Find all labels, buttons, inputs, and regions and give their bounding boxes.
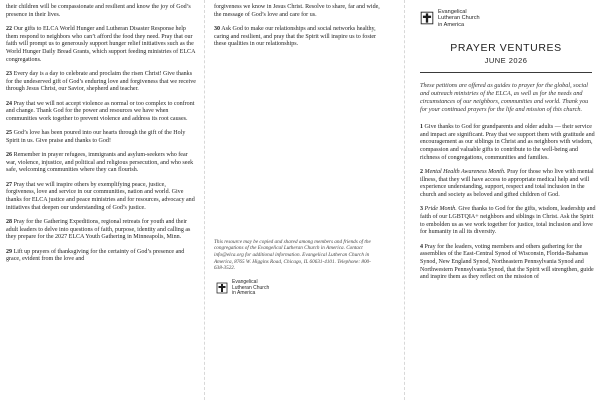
item-number: 1: [420, 123, 424, 130]
prayer-item: [420, 169, 596, 200]
prayer-item: [6, 182, 196, 213]
elca-logo: [420, 9, 596, 28]
item-number: 22: [6, 25, 13, 32]
copyright-note: This resource may be copied and shared among members and friends of the congregations of the Evangelical Lutheran Church in America. Contact info@elca.org for additional information. Evangelical Lutheran Church in America, 8765 W. Higgins Road, Chicago, IL 60631-4101. Telephone: 800-638-3522.: [214, 238, 371, 272]
item-text: Our gifts to ELCA World Hunger and Lutheran Disaster Response help them respond to neighbors who can’t afford the food they need. Pray that our faith will prompt us to generously support hunger relief initiatives such as the World Hunger Daily Bread Grants, which support feeding ministries of ELCA congregations.: [6, 25, 196, 63]
item-number: 4: [420, 243, 424, 250]
item-lead: Pride Month.: [424, 206, 457, 213]
fold-divider: [404, 0, 405, 400]
item-number: 23: [6, 70, 13, 77]
column-right: [416, 0, 596, 289]
page-title: PRAYER VENTURES: [450, 41, 562, 54]
item-number: 24: [6, 100, 13, 107]
logo-line: Lutheran Church: [438, 15, 480, 22]
item-lead: Mental Health Awareness Month.: [424, 168, 506, 175]
item-text: Pray for the Gathering Expeditions, regional retreats for youth and their adult leaders to delve into questions of faith, purpose, identity and calling as they prepare for the 2027 ELCA Youth Gathering in Minneapolis, Minn.: [6, 218, 191, 241]
item-text: Lift up prayers of thanksgiving for the certainty of God’s presence and grace, evident from the love and: [6, 248, 185, 263]
item-text: Remember in prayer refugees, immigrants and asylum-seekers who fear war, violence, injustice, and political and religious persecution, and who seek safe, welcoming communities where they can flourish.: [6, 152, 194, 174]
intro-text: These petitions are offered as guides to prayer for the global, social and outreach ministries of the ELCA, as well as for the needs and circumstances of our neighbors, communities and world. Thank you for your continued prayers for the life and mission of this church.: [420, 81, 589, 113]
fold-divider: [204, 0, 205, 400]
column-left: [6, 4, 196, 270]
prayer-item: [6, 152, 196, 175]
item-text: Every day is a day to celebrate and proclaim the risen Christ! Give thanks for the undeserved gift of God’s enduring love and forgiveness that we receive through Jesus Christ, our Savior, shepherd and teacher.: [6, 70, 196, 93]
item-text: Pray that we will not accept violence as normal or too complex to confront and change. Thank God for the power and resources we have when communities work together to prevent violence and address its root causes.: [6, 100, 195, 122]
item-number: 30: [214, 25, 221, 32]
item-text: Give thanks to God for grandparents and older adults — their service and impact are significant. Pray that we support them with gratitude and encouragement as our siblings in Christ and as neighbors with wisdom, compassion and valuable gifts to contribute to the well-being and richness of congregations, communities and families.: [420, 123, 595, 161]
column-middle: [214, 4, 380, 297]
logo-wordmark: [438, 9, 480, 28]
item-text: God’s love has been poured into our hearts through the gift of the Holy Spirit in us. Give praise and thanks to God!: [6, 130, 186, 144]
item-text: Pray that we will inspire others by exemplifying peace, justice, forgiveness, love and service in our communities, nation and world. Give thanks for ELCA justice and peace ministries and for resources, advocacy and initiatives that deepen our understanding of God’s justice.: [6, 181, 195, 211]
logo-line: in America: [232, 290, 256, 297]
item-number: 29: [6, 248, 13, 255]
prayer-item: [214, 26, 380, 49]
cross-logo-icon: [216, 282, 228, 294]
page-subtitle: JUNE 2026: [484, 55, 528, 65]
item-number: 2: [420, 168, 424, 175]
elca-logo: [216, 280, 380, 297]
prayer-item: [6, 219, 196, 242]
prayer-item: [420, 206, 596, 237]
title-divider: [420, 72, 592, 73]
logo-line: in America: [438, 21, 465, 28]
prayer-item: [6, 71, 196, 94]
item-number: 3: [420, 206, 424, 213]
item-text: Ask God to make our relationships and social networks healthy, caring and resilient, and pray that the Spirit will inspire us to foster these qualities in our relationships.: [214, 25, 377, 48]
item-text: Give thanks to God for the gifts, wisdom, leadership and faith of our LGBTQIA+ neighbors and siblings in Christ. Ask the Spirit to embolden us as we work together for justice, total inclusion and love for humanity in all its diversity.: [420, 206, 596, 236]
item-number: 27: [6, 181, 13, 188]
logo-line: Evangelical: [232, 279, 258, 286]
cross-logo-icon: [420, 11, 434, 25]
item-number: 26: [6, 152, 13, 159]
item-text: forgiveness we know in Jesus Christ. Resolve to share, far and wide, the message of God’s love and care for us.: [214, 4, 380, 18]
item-text: Pray for the leaders, voting members and others gathering for the assemblies of the East-Central Synod of Wisconsin, Florida-Bahamas Synod, New England Synod, Northeastern Pennsylvania Synod and Northwestern Pennsylvania Synod, that the Spirit will strengthen, guide and inspire them as they reflect on the mission of: [420, 243, 594, 281]
logo-line: Evangelical: [438, 9, 467, 15]
item-text: Pray for those who live with mental illness, that they will have access to appropriate medical help and will experience understanding, support, respect and total inclusion in the church and society as beloved and gifted children of God.: [420, 168, 594, 199]
logo-line: Lutheran Church: [232, 284, 270, 291]
prayer-item: [6, 4, 196, 19]
prayer-item: [6, 101, 196, 124]
prayer-item: [214, 4, 380, 19]
prayer-item: [420, 244, 596, 283]
prayer-item: [420, 124, 596, 163]
logo-wordmark: [232, 280, 269, 297]
item-number: 25: [6, 130, 13, 137]
prayer-item: [6, 130, 196, 145]
item-text: their children will be compassionate and resilient and know the joy of God’s presence in their lives.: [6, 4, 191, 18]
prayer-item: [6, 26, 196, 65]
prayer-item: [6, 249, 196, 264]
item-number: 28: [6, 218, 13, 225]
